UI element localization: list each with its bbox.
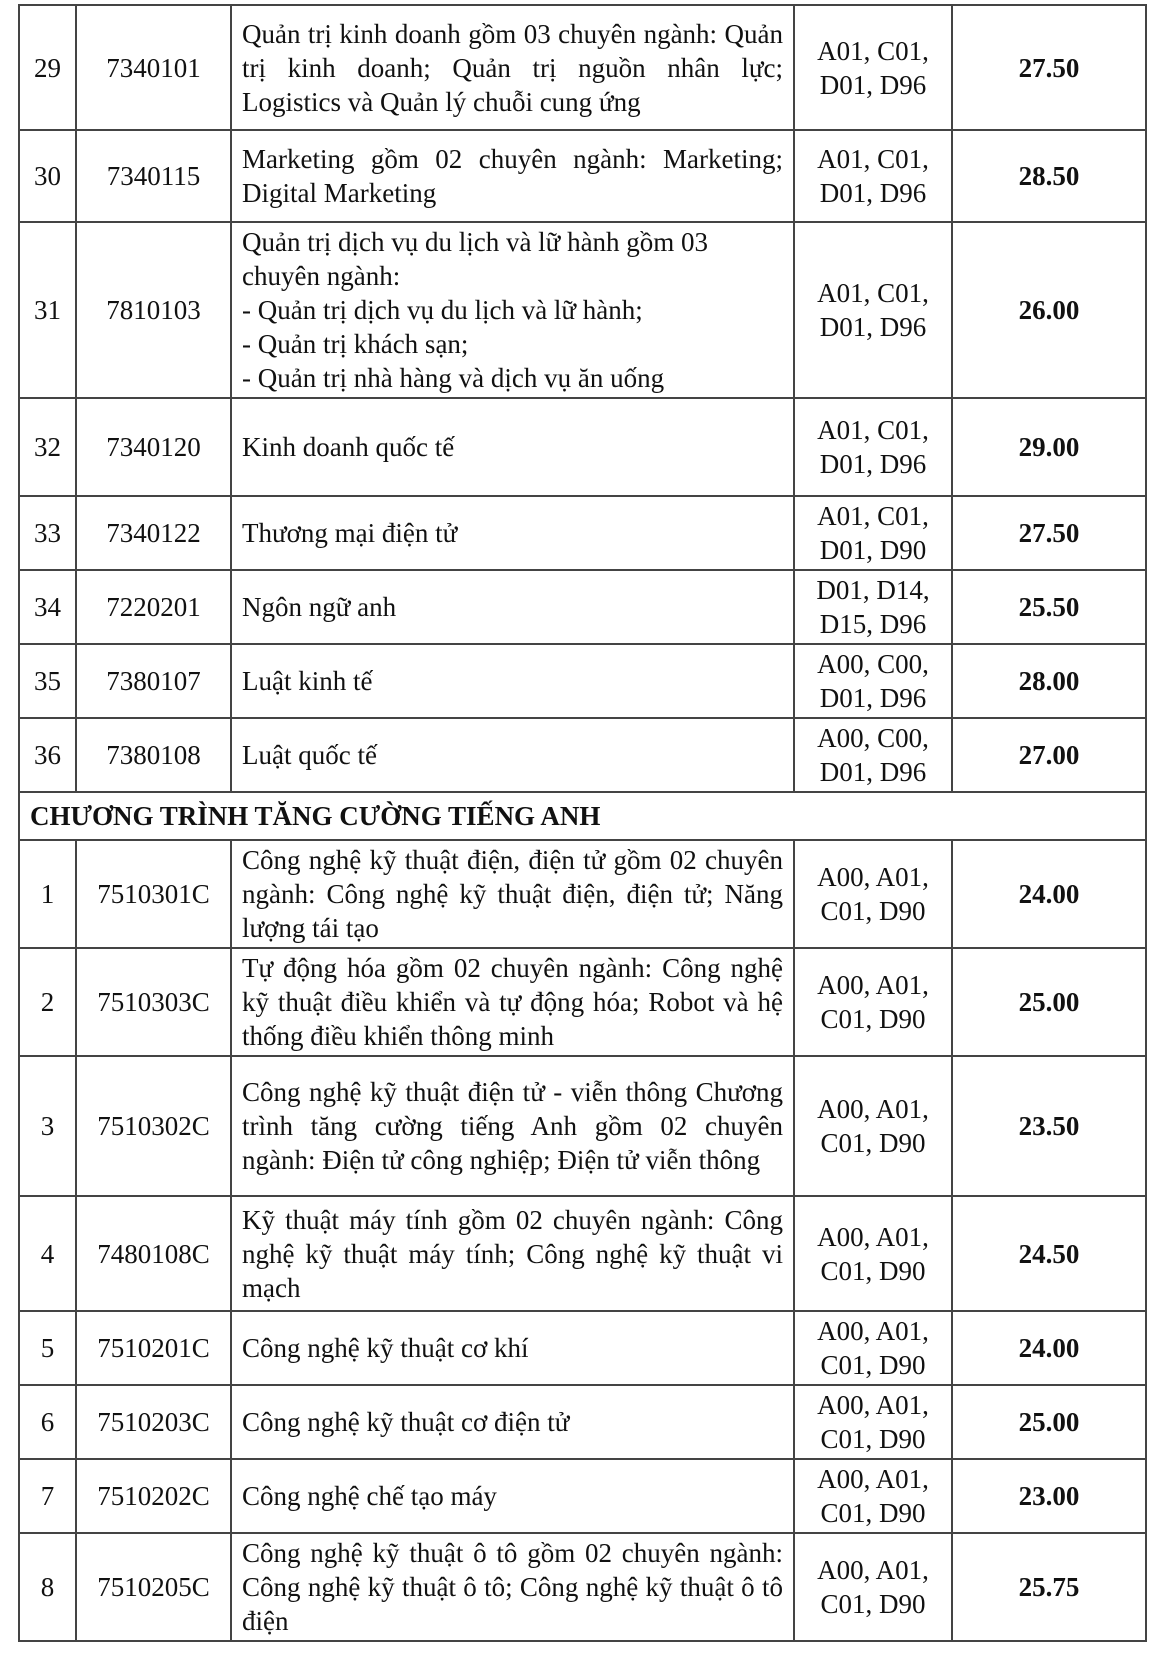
subject-combinations: A01, C01, D01, D96: [794, 398, 952, 496]
table-row: [19, 840, 1146, 948]
benchmark-score: 25.00: [952, 1385, 1146, 1459]
subject-combinations: A01, C01, D01, D90: [794, 496, 952, 570]
benchmark-score: 25.00: [952, 948, 1146, 1056]
benchmark-score: 27.50: [952, 5, 1146, 130]
table-row: [19, 570, 1146, 644]
subject-combinations: A00, A01, C01, D90: [794, 840, 952, 948]
subject-combinations: A00, A01, C01, D90: [794, 1056, 952, 1196]
major-code: 7340101: [76, 5, 231, 130]
benchmark-score: 24.50: [952, 1196, 1146, 1311]
subject-combinations: A00, A01, C01, D90: [794, 1533, 952, 1641]
table-row: [19, 1311, 1146, 1385]
table-row: [19, 1196, 1146, 1311]
benchmark-score: 25.50: [952, 570, 1146, 644]
major-code: 7380107: [76, 644, 231, 718]
subject-combinations: A00, A01, C01, D90: [794, 1196, 952, 1311]
major-code: 7380108: [76, 718, 231, 792]
benchmark-score: 23.50: [952, 1056, 1146, 1196]
major-name: Luật quốc tế: [231, 718, 794, 792]
table-row: [19, 5, 1146, 130]
major-name-line: - Quản trị dịch vụ du lịch và lữ hành;: [242, 295, 643, 325]
table-row: [19, 1056, 1146, 1196]
admission-score-document: [18, 4, 1145, 1642]
major-name: Công nghệ kỹ thuật ô tô gồm 02 chuyên ngành: Công nghệ kỹ thuật ô tô; Công nghệ kỹ thuật ô tô điện: [231, 1533, 794, 1641]
major-code: 7510301C: [76, 840, 231, 948]
table-row: [19, 948, 1146, 1056]
row-number: 35: [19, 644, 76, 718]
major-code: 7220201: [76, 570, 231, 644]
row-number: 34: [19, 570, 76, 644]
benchmark-score: 24.00: [952, 840, 1146, 948]
subject-combinations: A00, A01, C01, D90: [794, 948, 952, 1056]
subject-combinations: A01, C01, D01, D96: [794, 130, 952, 222]
row-number: 36: [19, 718, 76, 792]
major-name: Công nghệ kỹ thuật điện tử - viễn thông Chương trình tăng cường tiếng Anh gồm 02 chuyên ngành: Điện tử công nghiệp; Điện tử viễn thông: [231, 1056, 794, 1196]
table-row: [19, 1459, 1146, 1533]
row-number: 32: [19, 398, 76, 496]
major-code: 7510203C: [76, 1385, 231, 1459]
row-number: 2: [19, 948, 76, 1056]
row-number: 30: [19, 130, 76, 222]
major-code: 7510201C: [76, 1311, 231, 1385]
table-row: [19, 398, 1146, 496]
major-code: 7480108C: [76, 1196, 231, 1311]
row-number: 33: [19, 496, 76, 570]
benchmark-score: 28.50: [952, 130, 1146, 222]
major-code: 7510202C: [76, 1459, 231, 1533]
major-name: Ngôn ngữ anh: [231, 570, 794, 644]
benchmark-score: 25.75: [952, 1533, 1146, 1641]
major-name: Công nghệ kỹ thuật cơ điện tử: [231, 1385, 794, 1459]
row-number: 31: [19, 222, 76, 398]
table-row: [19, 1385, 1146, 1459]
major-code: 7340122: [76, 496, 231, 570]
major-name: Thương mại điện tử: [231, 496, 794, 570]
subject-combinations: A01, C01, D01, D96: [794, 222, 952, 398]
benchmark-score: 27.50: [952, 496, 1146, 570]
subject-combinations: A01, C01, D01, D96: [794, 5, 952, 130]
subject-combinations: A00, C00, D01, D96: [794, 718, 952, 792]
row-number: 7: [19, 1459, 76, 1533]
major-name: Kỹ thuật máy tính gồm 02 chuyên ngành: Công nghệ kỹ thuật máy tính; Công nghệ kỹ thuật vi mạch: [231, 1196, 794, 1311]
row-number: 6: [19, 1385, 76, 1459]
major-name-line: - Quản trị khách sạn;: [242, 329, 469, 359]
subject-combinations: A00, C00, D01, D96: [794, 644, 952, 718]
major-name-line: chuyên ngành:: [242, 261, 401, 291]
table-row: [19, 496, 1146, 570]
subject-combinations: A00, A01, C01, D90: [794, 1311, 952, 1385]
major-name: Kinh doanh quốc tế: [231, 398, 794, 496]
subject-combinations: D01, D14, D15, D96: [794, 570, 952, 644]
major-name: [231, 222, 794, 398]
table-row: [19, 130, 1146, 222]
row-number: 5: [19, 1311, 76, 1385]
major-name: Công nghệ chế tạo máy: [231, 1459, 794, 1533]
section-title: CHƯƠNG TRÌNH TĂNG CƯỜNG TIẾNG ANH: [19, 792, 1146, 840]
row-number: 8: [19, 1533, 76, 1641]
benchmark-score: 29.00: [952, 398, 1146, 496]
row-number: 29: [19, 5, 76, 130]
major-code: 7510205C: [76, 1533, 231, 1641]
row-number: 3: [19, 1056, 76, 1196]
row-number: 1: [19, 840, 76, 948]
table-row: [19, 1533, 1146, 1641]
major-code: 7510303C: [76, 948, 231, 1056]
section-header-row: [19, 792, 1146, 840]
major-code: 7510302C: [76, 1056, 231, 1196]
benchmark-score: 27.00: [952, 718, 1146, 792]
major-code: 7340120: [76, 398, 231, 496]
major-name: Marketing gồm 02 chuyên ngành: Marketing; Digital Marketing: [231, 130, 794, 222]
major-name: Quản trị kinh doanh gồm 03 chuyên ngành: Quản trị kinh doanh; Quản trị nguồn nhân lực; Logistics và Quản lý chuỗi cung ứng: [231, 5, 794, 130]
benchmark-score: 24.00: [952, 1311, 1146, 1385]
major-code: 7810103: [76, 222, 231, 398]
row-number: 4: [19, 1196, 76, 1311]
major-name: Tự động hóa gồm 02 chuyên ngành: Công nghệ kỹ thuật điều khiển và tự động hóa; Robot và hệ thống điều khiển thông minh: [231, 948, 794, 1056]
benchmark-score: 23.00: [952, 1459, 1146, 1533]
major-name: Luật kinh tế: [231, 644, 794, 718]
benchmark-score: 28.00: [952, 644, 1146, 718]
major-code: 7340115: [76, 130, 231, 222]
table-row: [19, 718, 1146, 792]
benchmark-score: 26.00: [952, 222, 1146, 398]
subject-combinations: A00, A01, C01, D90: [794, 1459, 952, 1533]
major-name-line: Quản trị dịch vụ du lịch và lữ hành gồm 03: [242, 227, 709, 257]
subject-combinations: A00, A01, C01, D90: [794, 1385, 952, 1459]
major-name-line: - Quản trị nhà hàng và dịch vụ ăn uống: [242, 363, 665, 393]
table-row: [19, 222, 1146, 398]
table-row: [19, 644, 1146, 718]
major-name: Công nghệ kỹ thuật cơ khí: [231, 1311, 794, 1385]
major-name: Công nghệ kỹ thuật điện, điện tử gồm 02 chuyên ngành: Công nghệ kỹ thuật điện, điện tử; Năng lượng tái tạo: [231, 840, 794, 948]
admission-score-table: [18, 4, 1147, 1642]
